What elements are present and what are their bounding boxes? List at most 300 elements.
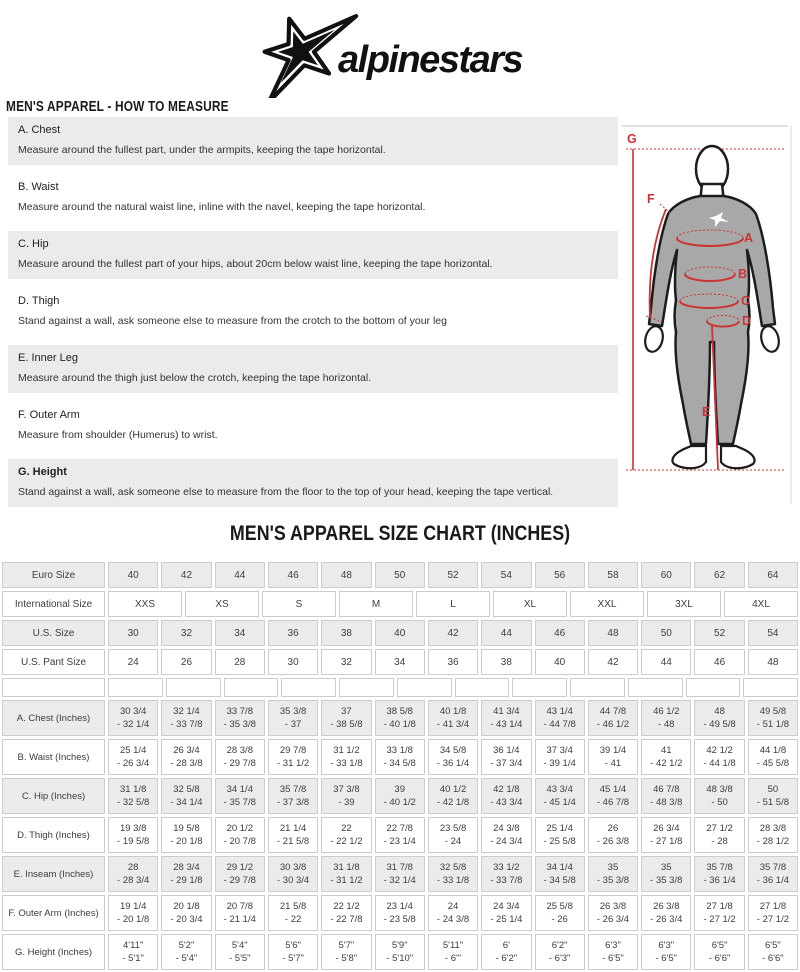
range-to: - 6'3" [548, 953, 571, 964]
size-cell: XL [493, 591, 567, 617]
size-cell: 54 [748, 620, 798, 646]
range-to: - 29 7/8 [223, 875, 256, 886]
range-from: 21 1/4 [279, 823, 307, 834]
range-from: 27 1/8 [706, 901, 733, 912]
range-cell [268, 934, 318, 970]
range-cell [481, 895, 531, 931]
size-table [2, 562, 798, 697]
range-to: - 5'1" [122, 953, 144, 964]
size-cell: 26 [161, 649, 211, 675]
size-cell: 42 [588, 649, 638, 675]
range-from: 36 1/4 [493, 745, 520, 756]
range-to: - 27 1/8 [650, 836, 683, 847]
range-from: 50 [767, 784, 779, 795]
range-from: 28 [127, 862, 139, 873]
range-from: 30 3/8 [279, 862, 307, 873]
range-cell [641, 739, 691, 775]
range-from: 5'2" [178, 940, 195, 951]
range-from: 38 5/8 [386, 706, 413, 717]
size-cell: 46 [268, 562, 318, 588]
measure-row-label: D. Thigh (Inches) [2, 817, 105, 853]
range-to: - 35 3/8 [223, 719, 256, 730]
range-from: 5'4" [231, 940, 248, 951]
range-from: 41 [660, 745, 672, 756]
size-cell: 64 [748, 562, 798, 588]
range-from: 6' [502, 940, 510, 951]
range-from: 25 1/4 [546, 823, 573, 834]
range-cell [481, 817, 531, 853]
range-to: - 36 1/4 [756, 875, 790, 886]
range-from: 30 3/4 [119, 706, 147, 717]
range-from: 31 1/8 [119, 784, 147, 795]
range-cell [161, 700, 211, 736]
range-cell [588, 895, 638, 931]
range-from: 5'11" [442, 940, 464, 951]
range-cell [321, 895, 371, 931]
size-cell: 28 [215, 649, 265, 675]
range-to: - 51 5/8 [756, 797, 790, 808]
range-to: - 27 1/2 [756, 914, 790, 925]
guide-item-description: Stand against a wall, ask someone else to measure from the crotch to the bottom of your leg [18, 315, 447, 327]
measure-row-g-height-inches [2, 934, 798, 970]
range-to: - 35 3/8 [596, 875, 630, 886]
size-cell: 54 [481, 562, 531, 588]
range-to: - 34 5/8 [543, 875, 576, 886]
range-cell [321, 739, 371, 775]
size-cell: 32 [161, 620, 211, 646]
range-from: 33 1/2 [493, 862, 520, 873]
range-to: - 35 7/8 [223, 797, 256, 808]
range-to: - 51 1/8 [756, 719, 790, 730]
range-cell [428, 700, 478, 736]
range-from: 35 7/8 [279, 784, 307, 795]
range-to: - 26 [551, 914, 568, 925]
range-cell [375, 895, 425, 931]
guide-item-description: Measure around the thigh just below the crotch, keeping the tape horizontal. [18, 372, 372, 384]
range-cell [161, 778, 211, 814]
spacer-cell [743, 678, 798, 697]
guide-item-c-hip [8, 231, 618, 279]
range-cell [535, 895, 585, 931]
range-to: - 29 1/8 [170, 875, 203, 886]
range-cell [748, 817, 798, 853]
range-to: - 35 3/8 [650, 875, 683, 886]
guide-item-title: D. Thigh [18, 295, 60, 307]
range-to: - 5'7" [282, 953, 304, 964]
spacer-cell [570, 678, 625, 697]
range-cell [748, 778, 798, 814]
range-cell [748, 700, 798, 736]
guide-item-title: G. Height [18, 466, 67, 478]
size-row-u-s-pant-size [2, 649, 798, 675]
range-cell [375, 856, 425, 892]
range-to: - 33 1/8 [436, 875, 470, 886]
measure-row-label: G. Height (Inches) [2, 934, 105, 970]
range-from: 46 1/2 [653, 706, 680, 717]
range-cell [748, 895, 798, 931]
spacer-cell [2, 678, 105, 697]
range-from: 43 3/4 [546, 784, 573, 795]
range-from: 35 [607, 862, 619, 873]
range-cell [535, 739, 585, 775]
range-cell [321, 856, 371, 892]
range-to: - 44 7/8 [543, 719, 576, 730]
range-cell [535, 934, 585, 970]
guide-item-title: A. Chest [18, 124, 61, 136]
range-cell [215, 817, 265, 853]
size-cell: M [339, 591, 413, 617]
range-from: 28 3/8 [759, 823, 787, 834]
range-from: 20 1/8 [173, 901, 200, 912]
range-cell [375, 934, 425, 970]
size-cell: 50 [375, 562, 425, 588]
range-to: - 20 3/4 [170, 914, 203, 925]
range-to: - 37 3/4 [490, 758, 523, 769]
range-cell [321, 778, 371, 814]
range-cell [215, 934, 265, 970]
brand-wordmark: alpinestars [338, 39, 523, 81]
range-to: - 43 1/4 [490, 719, 523, 730]
range-to: - 28 1/2 [756, 836, 790, 847]
range-cell [694, 817, 744, 853]
range-to: - 34 1/4 [170, 797, 203, 808]
range-from: 49 5/8 [759, 706, 787, 717]
range-from: 19 1/4 [119, 901, 147, 912]
size-cell: 24 [108, 649, 158, 675]
range-from: 26 3/4 [173, 745, 200, 756]
range-cell [375, 778, 425, 814]
range-to: - 5'5" [229, 953, 251, 964]
size-cell: 44 [215, 562, 265, 588]
range-to: - 6'6" [708, 953, 731, 964]
range-from: 27 1/8 [759, 901, 787, 912]
alpinestars-logo-icon [260, 8, 540, 98]
figure-label-g: G [627, 132, 637, 146]
range-cell [215, 895, 265, 931]
measure-row-b-waist-inches [2, 739, 798, 775]
guide-item-e-inner-leg [8, 345, 618, 393]
range-to: - 24 3/4 [490, 836, 523, 847]
figure-label-d: D [742, 314, 752, 328]
size-cell: 38 [321, 620, 371, 646]
range-cell [375, 739, 425, 775]
range-to: - 36 1/4 [703, 875, 736, 886]
spacer-cell [512, 678, 567, 697]
range-from: 34 1/4 [226, 784, 253, 795]
size-cell: 40 [108, 562, 158, 588]
size-cell: 38 [481, 649, 531, 675]
size-cell: 52 [694, 620, 744, 646]
range-from: 35 [660, 862, 672, 873]
range-cell [268, 856, 318, 892]
range-to: - 6'5" [655, 953, 678, 964]
range-cell [588, 934, 638, 970]
size-cell: 42 [428, 620, 478, 646]
measurement-table [2, 700, 798, 970]
range-to: - 6'5" [602, 953, 624, 964]
size-cell: 3XL [647, 591, 721, 617]
range-cell [215, 856, 265, 892]
range-from: 37 3/8 [333, 784, 360, 795]
range-from: 39 1/4 [599, 745, 627, 756]
range-from: 26 3/8 [599, 901, 627, 912]
range-to: - 37 3/8 [276, 797, 310, 808]
range-to: - 6'2" [495, 953, 518, 964]
range-cell [108, 934, 158, 970]
range-cell [161, 934, 211, 970]
size-cell: 58 [588, 562, 638, 588]
range-to: - 48 [658, 719, 675, 730]
range-cell [161, 895, 211, 931]
size-row-u-s-size [2, 620, 798, 646]
range-from: 37 3/4 [546, 745, 573, 756]
measure-guide-list [8, 117, 618, 516]
range-to: - 20 7/8 [223, 836, 256, 847]
range-from: 22 7/8 [386, 823, 413, 834]
range-to: - 39 1/4 [543, 758, 576, 769]
size-cell: 34 [215, 620, 265, 646]
size-cell: 40 [375, 620, 425, 646]
size-cell: 32 [321, 649, 371, 675]
figure-label-c: C [741, 294, 751, 308]
size-cell: 48 [748, 649, 798, 675]
size-cell: S [262, 591, 336, 617]
range-cell [481, 778, 531, 814]
measure-row-d-thigh-inches [2, 817, 798, 853]
size-cell: 40 [535, 649, 585, 675]
range-to: - 43 3/4 [490, 797, 523, 808]
size-cell: 48 [588, 620, 638, 646]
range-cell [215, 700, 265, 736]
range-cell [481, 934, 531, 970]
range-cell [694, 856, 744, 892]
range-to: - 41 3/4 [436, 719, 470, 730]
range-from: 20 1/2 [226, 823, 253, 834]
measure-row-c-hip-inches [2, 778, 798, 814]
range-to: - 24 3/8 [436, 914, 470, 925]
range-cell [641, 817, 691, 853]
range-from: 40 1/2 [439, 784, 467, 795]
range-from: 32 1/4 [173, 706, 200, 717]
spacer-cell [628, 678, 683, 697]
measure-row-e-inseam-inches [2, 856, 798, 892]
range-to: - 19 5/8 [117, 836, 150, 847]
range-cell [481, 856, 531, 892]
spacer-cell [108, 678, 163, 697]
range-cell [535, 856, 585, 892]
range-to: - 6'6" [762, 953, 784, 964]
size-cell: 56 [535, 562, 585, 588]
range-cell [641, 778, 691, 814]
range-cell [161, 739, 211, 775]
spacer-cell [397, 678, 452, 697]
range-cell [161, 856, 211, 892]
range-from: 33 1/8 [386, 745, 413, 756]
range-cell [588, 856, 638, 892]
range-cell [268, 739, 318, 775]
range-cell [268, 700, 318, 736]
range-from: 28 3/4 [173, 862, 200, 873]
range-to: - 40 1/8 [383, 719, 416, 730]
size-cell: 42 [161, 562, 211, 588]
range-cell [268, 895, 318, 931]
range-to: - 46 7/8 [596, 797, 630, 808]
range-cell [748, 856, 798, 892]
guide-item-title: F. Outer Arm [18, 409, 80, 421]
range-cell [108, 739, 158, 775]
range-cell [375, 700, 425, 736]
range-to: - 48 3/8 [650, 797, 683, 808]
range-from: 41 3/4 [493, 706, 520, 717]
size-cell: XXL [570, 591, 644, 617]
range-cell [694, 934, 744, 970]
range-to: - 44 1/8 [703, 758, 736, 769]
range-cell [108, 778, 158, 814]
range-from: 26 3/8 [653, 901, 680, 912]
size-cell: 44 [641, 649, 691, 675]
size-cell: 30 [268, 649, 318, 675]
spacer-cell [166, 678, 221, 697]
size-cell: 36 [428, 649, 478, 675]
range-to: - 22 7/8 [330, 914, 363, 925]
range-from: 25 5/8 [546, 901, 573, 912]
range-from: 6'3" [658, 940, 675, 951]
range-to: - 28 3/8 [170, 758, 203, 769]
range-from: 34 1/4 [546, 862, 573, 873]
size-cell: 52 [428, 562, 478, 588]
range-from: 21 5/8 [279, 901, 307, 912]
size-cell: 46 [535, 620, 585, 646]
range-to: - 20 1/8 [170, 836, 203, 847]
range-from: 26 [607, 823, 619, 834]
range-from: 5'9" [391, 940, 408, 951]
figure-label-b: B [738, 267, 748, 281]
range-to: - 23 1/4 [383, 836, 416, 847]
size-row-euro-size [2, 562, 798, 588]
size-cell: 4XL [724, 591, 798, 617]
range-cell [588, 778, 638, 814]
size-row-label: U.S. Size [2, 620, 105, 646]
range-to: - 5'8" [335, 953, 358, 964]
spacer-row [2, 678, 798, 697]
range-cell [535, 778, 585, 814]
range-from: 19 3/8 [119, 823, 147, 834]
guide-item-description: Measure around the fullest part of your hips, about 20cm below waist line, keeping the tape horizontal. [18, 258, 493, 270]
size-row-label: U.S. Pant Size [2, 649, 105, 675]
range-to: - 30 3/4 [276, 875, 310, 886]
measure-row-label: C. Hip (Inches) [2, 778, 105, 814]
range-cell [694, 700, 744, 736]
range-to: - 31 1/2 [276, 758, 310, 769]
range-cell [588, 817, 638, 853]
range-cell [748, 739, 798, 775]
range-to: - 31 1/2 [330, 875, 363, 886]
range-from: 33 7/8 [226, 706, 253, 717]
range-to: - 33 7/8 [170, 719, 203, 730]
guide-item-g-height [8, 459, 618, 507]
range-from: 24 3/8 [493, 823, 520, 834]
range-cell [481, 700, 531, 736]
range-cell [535, 700, 585, 736]
measure-row-label: A. Chest (Inches) [2, 700, 105, 736]
spacer-cell [224, 678, 279, 697]
range-from: 48 3/8 [706, 784, 733, 795]
range-cell [428, 934, 478, 970]
range-cell [108, 700, 158, 736]
range-to: - 23 5/8 [383, 914, 416, 925]
range-to: - 25 1/4 [490, 914, 523, 925]
range-from: 34 5/8 [439, 745, 467, 756]
size-row-label: International Size [2, 591, 105, 617]
range-from: 5'6" [285, 940, 301, 951]
range-from: 22 [341, 823, 352, 834]
range-cell [428, 895, 478, 931]
range-to: - 49 5/8 [703, 719, 736, 730]
guide-item-description: Stand against a wall, ask someone else to measure from the floor to the top of your head, keeping the tape vertical. [18, 486, 554, 498]
spacer-cell [339, 678, 394, 697]
brand-logo [0, 8, 800, 98]
range-from: 29 1/2 [226, 862, 253, 873]
range-from: 35 3/8 [279, 706, 307, 717]
range-to: - 45 1/4 [543, 797, 576, 808]
range-to: - 37 [284, 719, 302, 730]
spacer-cell [686, 678, 741, 697]
range-to: - 22 [284, 914, 302, 925]
range-cell [481, 739, 531, 775]
size-cell: 46 [694, 649, 744, 675]
figure-label-f: F [647, 192, 655, 206]
range-from: 4'11" [122, 940, 144, 951]
range-cell [108, 817, 158, 853]
range-to: - 25 5/8 [543, 836, 576, 847]
range-from: 44 7/8 [599, 706, 627, 717]
range-from: 29 7/8 [279, 745, 307, 756]
range-from: 32 5/8 [173, 784, 200, 795]
range-from: 44 1/8 [759, 745, 787, 756]
range-from: 42 1/2 [706, 745, 733, 756]
range-cell [694, 895, 744, 931]
measure-row-label: F. Outer Arm (Inches) [2, 895, 105, 931]
range-cell [321, 700, 371, 736]
range-to: - 6'" [444, 953, 462, 964]
range-to: - 39 [338, 797, 355, 808]
range-cell [748, 934, 798, 970]
guide-item-title: B. Waist [18, 181, 59, 193]
range-cell [428, 856, 478, 892]
range-to: - 27 1/2 [703, 914, 736, 925]
size-cell: 34 [375, 649, 425, 675]
range-cell [641, 856, 691, 892]
range-to: - 46 1/2 [596, 719, 630, 730]
size-row-label: Euro Size [2, 562, 105, 588]
range-from: 32 5/8 [439, 862, 467, 873]
range-to: - 26 3/4 [117, 758, 150, 769]
range-from: 48 [714, 706, 725, 717]
range-from: 23 5/8 [439, 823, 467, 834]
guide-item-title: C. Hip [18, 238, 49, 250]
range-to: - 32 1/4 [383, 875, 416, 886]
figure-label-a: A [744, 231, 754, 245]
range-from: 31 7/8 [386, 862, 413, 873]
range-from: 24 [447, 901, 459, 912]
range-to: - 33 1/8 [330, 758, 363, 769]
range-to: - 34 5/8 [383, 758, 416, 769]
measure-figure [620, 112, 794, 512]
range-cell [108, 856, 158, 892]
range-from: 6'2" [551, 940, 568, 951]
range-from: 19 5/8 [173, 823, 200, 834]
guide-item-b-waist [8, 174, 618, 222]
